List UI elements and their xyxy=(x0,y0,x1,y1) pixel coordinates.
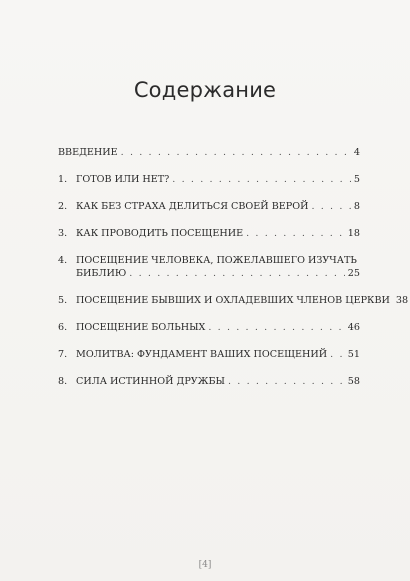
dot-leader xyxy=(129,267,344,280)
toc-entry-title: ПОСЕЩЕНИЕ БЫВШИХ И ОХЛАДЕВШИХ ЧЛЕНОВ ЦЕРКВИ xyxy=(76,295,390,306)
dot-leader xyxy=(172,173,351,186)
toc-page-number: 8 xyxy=(353,201,360,212)
dot-leader xyxy=(311,200,350,213)
dot-leader xyxy=(228,375,345,388)
toc-entry-number: 5. xyxy=(58,295,68,306)
toc-entry-title: КАК ПРОВОДИТЬ ПОСЕЩЕНИЕ xyxy=(76,228,244,239)
toc-entry-number: 7. xyxy=(58,349,68,360)
toc-entry-number: 1. xyxy=(58,174,68,185)
table-of-contents xyxy=(58,146,409,402)
toc-page-number: 58 xyxy=(347,376,360,387)
toc-entry-number: 8. xyxy=(58,376,68,387)
toc-entry-number: 3. xyxy=(58,228,68,239)
toc-entry-4 xyxy=(58,254,360,280)
dot-leader xyxy=(330,348,345,361)
toc-entry-7 xyxy=(58,348,360,361)
toc-entry-8 xyxy=(58,375,360,388)
dot-leader xyxy=(121,146,351,159)
toc-entry-title: МОЛИТВА: ФУНДАМЕНТ ВАШИХ ПОСЕЩЕНИЙ xyxy=(76,349,328,360)
page-title: Содержание xyxy=(133,78,277,102)
dot-leader xyxy=(246,227,345,240)
toc-entry-1 xyxy=(58,173,360,186)
toc-entry-2 xyxy=(58,200,360,213)
toc-entry-title: СИЛА ИСТИННОЙ ДРУЖБЫ xyxy=(76,376,225,387)
toc-entry-number: 6. xyxy=(58,322,68,333)
toc-entry-title: ПОСЕЩЕНИЕ БОЛЬНЫХ xyxy=(76,322,206,333)
toc-entry-title: ГОТОВ ИЛИ НЕТ? xyxy=(76,174,170,185)
toc-entry-5 xyxy=(58,294,409,307)
toc-entry-title: ПОСЕЩЕНИЕ ЧЕЛОВЕКА, ПОЖЕЛАВШЕГО ИЗУЧАТЬ xyxy=(76,255,357,266)
toc-entry-title: ВВЕДЕНИЕ xyxy=(58,147,118,158)
toc-page-number: 46 xyxy=(347,322,360,333)
toc-entry-number: 4. xyxy=(58,255,68,266)
toc-page-number: 51 xyxy=(347,349,360,360)
toc-page-number: 4 xyxy=(353,147,360,158)
toc-page-number: 18 xyxy=(347,228,360,239)
toc-page-number: 38 xyxy=(395,295,409,306)
toc-entry-3 xyxy=(58,227,360,240)
toc-entry-title-continued: БИБЛИЮ xyxy=(76,268,127,279)
toc-entry-title: КАК БЕЗ СТРАХА ДЕЛИТЬСЯ СВОЕЙ ВЕРОЙ xyxy=(76,201,309,212)
dot-leader xyxy=(208,321,344,334)
page-footer-number: [4] xyxy=(198,560,212,570)
toc-page-number: 5 xyxy=(353,174,360,185)
toc-entry-number: 2. xyxy=(58,201,68,212)
toc-entry-intro xyxy=(58,146,360,159)
toc-page-number: 25 xyxy=(347,268,360,279)
toc-entry-6 xyxy=(58,321,360,334)
